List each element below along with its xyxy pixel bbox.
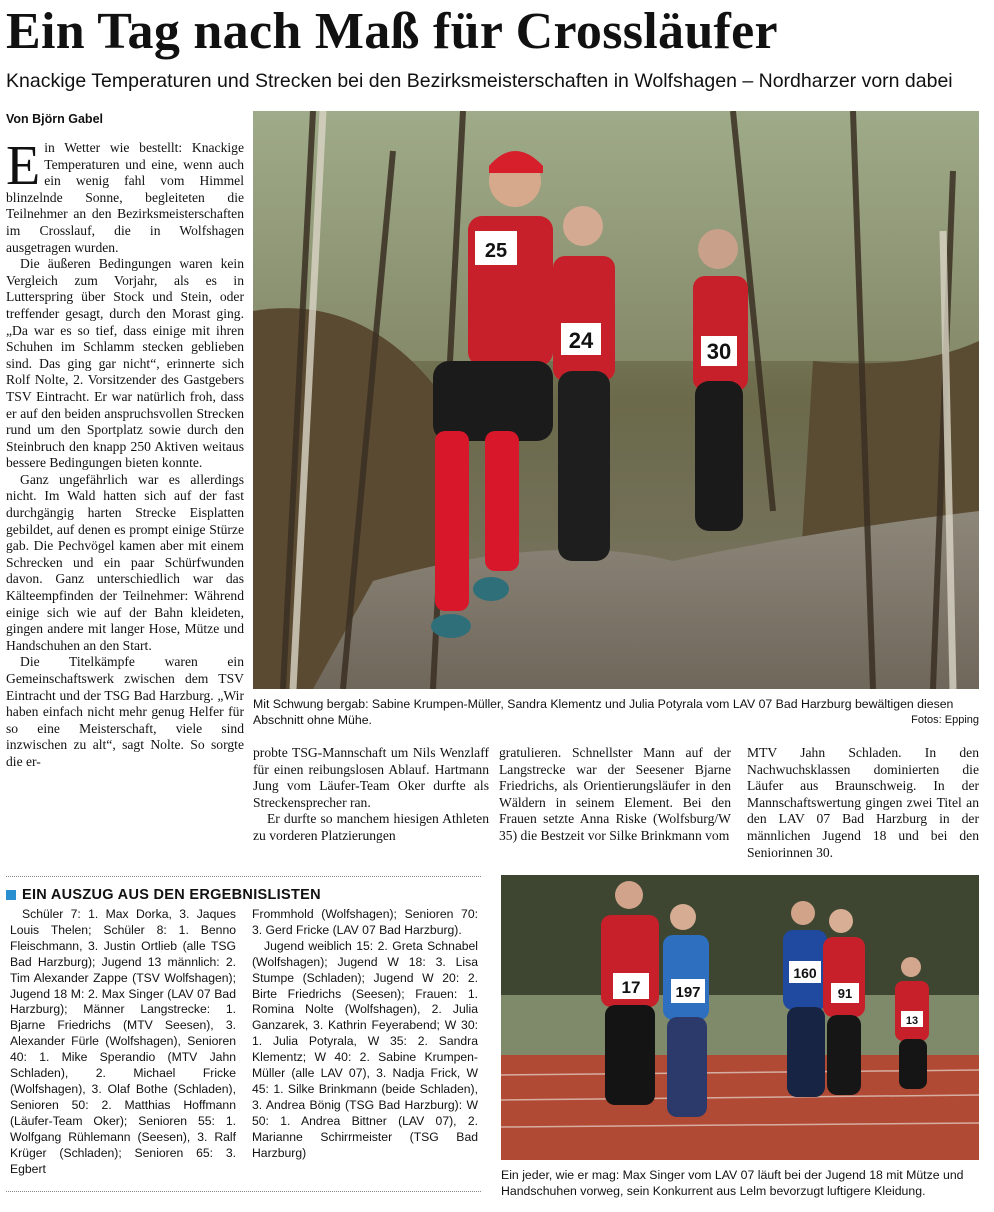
article-column-3: [499, 745, 731, 845]
article-column-1: [6, 135, 244, 771]
main-photo-caption: Mit Schwung bergab: Sabine Krumpen-Müller, Sandra Klementz und Julia Potyrala vom LAV 07 Bad Harzburg bewältigen diesen Abschnitt ohne Mühe.: [253, 697, 954, 727]
bib-number: 24: [568, 328, 594, 353]
runner-center: [553, 206, 615, 561]
second-photo: [501, 875, 979, 1160]
bib-number: 91: [837, 986, 853, 1001]
results-text-1: Schüler 7: 1. Max Dorka, 3. Jaques Louis Thelen; Schüler 8: 1. Benno Fleischmann, 3. Justin Ortlieb (alle TSG Bad Harzburg); Jugend 13 männlich: 2. Tim Alexander Zappe (TSV Wolfshagen); Jugend 18 M: 2. Max Singer (LAV 07 Bad Harzburg); Männer Langstrecke: 1. Bjarne Friedrichs (MTV Seesen), 3. Alexander Fürle (Wolfshagen), Senioren 40: 1. Mike Sperandio (MTV Jahn Schladen), 2. Michael Fricke (Wolfshagen), 3. Olaf Bothe (Schladen), Senioren 50: 2. Matthias Hoffmann (Läufer-Team Oker); Senioren 55: 1. Wolfgang Rühlemann (Seesen), 3. Ralf Krüger (Schladen); Senioren 65: 3. Egbert: [10, 907, 236, 1176]
byline: Von Björn Gabel: [6, 112, 103, 126]
second-photo-caption: Ein jeder, wie er mag: Max Singer vom LAV 07 läuft bei der Jugend 18 mit Mütze und Handschuhen vorweg, sein Konkurrent aus Lelm bevorzugt luftigere Kleidung.: [501, 1168, 964, 1198]
headline: Ein Tag nach Maß für Crossläufer: [6, 3, 778, 60]
subtitle: Knackige Temperaturen und Strecken bei den Bezirksmeisterschaften in Wolfshagen – Nordharzer vorn dabei: [6, 70, 953, 92]
results-title: EIN AUSZUG AUS DEN ERGEBNISLISTEN: [6, 887, 321, 903]
photo-credit: Fotos: Epping: [911, 714, 979, 726]
article-paragraph-3: Ganz ungefährlich war es allerdings nicht. Im Wald hatten sich auf der fast durchgängig harten Strecke Eisplatten gebildet, auf denen es prompt einige Stürze gab. Die Pechvögel kamen aber mit einem Schrecken und ein paar Schürfwunden davon. Ganz unterschiedlich war das Kälteempfinden der Teilnehmer: Während einige sich wie auf der Bahn kleideten, gingen andere mit langer Hose, Mütze und Handschuhen an den Start.: [6, 471, 244, 653]
bib-number: 30: [706, 339, 732, 364]
article-column-2: [253, 745, 489, 845]
bib-number: 25: [484, 240, 508, 262]
article-paragraph-5: probte TSG-Mannschaft um Nils Wenzlaff für einen reibungslosen Ablauf. Hartmann Jung vom Läufer-Team Oker durfte als Streckensprecher ran.: [253, 745, 489, 810]
bib-number: 197: [675, 984, 701, 1001]
article-paragraph-1: Ein Wetter wie bestellt: Knackige Temperaturen und eine, wenn auch ein wenig fahl vom Himmel blinzelnde Sonne, begleiteten die Teilnehmer an den Bezirksmeisterschaften im Crosslauf, die in Wolfshagen ausgetragen wurden.: [6, 135, 244, 255]
bib-number: 13: [905, 1015, 919, 1027]
main-photo: [253, 111, 979, 689]
results-column-1: [10, 907, 236, 1177]
article-paragraph-7: gratulieren. Schnellster Mann auf der Langstrecke war der Seesener Bjarne Friedrichs, als Orientierungsläufer in den Wäldern in seinem Element. Bei den Frauen setzte Anna Riske (Wolfsburg/W 35) die Bestzeit vor Silke Brinkmann vom: [499, 745, 731, 843]
results-text-3: Jugend weiblich 15: 2. Greta Schnabel (Wolfshagen); Jugend W 18: 3. Lisa Stumpe (Schladen); Jugend W 20: 2. Birte Friedrichs (Seesen); Frauen: 1. Romina Nolte (Wolfshagen), 2. Julia Ganzarek, 3. Kathrin Feyerabend; W 30: 1. Julia Potyrala, W 35: 2. Sandra Klementz; W 40: 2. Sabine Krumpen-Müller (alle LAV 07), 3. Nadja Frick, W 45: 1. Silke Brinkmann (beide Schladen), 3. Andrea Bönig (TSG Bad Harzburg): W 50: 1. Andrea Bittner (LAV 07), 2. Marianne Schirrmeister (TSG Bad Harzburg): [252, 938, 478, 1160]
article-paragraph-2: Die äußeren Bedingungen waren kein Vergleich zum Vorjahr, als es in Lutterspring über Stock und Stein, oder treffender gesagt, durch den Morast ging. „Da war es so tief, dass einige mit ihren Schuhen im Schlamm stecken geblieben sind. Das ging gar nicht“, erinnerte sich Rolf Nolte, 2. Vorsitzender des Gastgebers TSV Eintracht. Er war natürlich froh, dass er auf den beiden anspruchsvollen Strecken rund um den Sportplatz sowie durch den Steinbruch den knapp 250 Aktiven weitaus bessere Bedingungen bieten konnte.: [6, 256, 244, 471]
article-paragraph-4: Die Titelkämpfe waren ein Gemeinschaftswerk zwischen dem TSV Eintracht und der TSG Bad Harzburg. „Wir haben einfach nicht mehr genug Helfer für so eine Meisterschaft, viele sind inzwischen zu alt“, sagt Nolte. So sorgte die er-: [6, 654, 244, 769]
accent-square-icon: [6, 890, 16, 900]
article-paragraph-8: MTV Jahn Schladen. In den Nachwuchsklassen dominierten die Läufer aus Braunschweig. In der Mannschaftswertung gingen zwei Titel an den LAV 07 Bad Harzburg in der männlichen Jugend 18 und bei den Seniorinnen 30.: [747, 745, 979, 860]
article-column-4: [747, 745, 979, 861]
results-column-2: [252, 907, 478, 1162]
drop-cap: E: [6, 135, 41, 197]
bib-number: 160: [793, 965, 817, 981]
bib-number: 17: [621, 978, 641, 997]
article-paragraph-6: Er durfte so manchem hiesigen Athleten zu vorderen Platzierungen: [253, 811, 489, 843]
results-text-2: Frommhold (Wolfshagen); Senioren 70: 3. Gerd Fricke (LAV 07 Bad Harzburg).: [252, 907, 478, 937]
runner-197: [663, 904, 709, 1117]
